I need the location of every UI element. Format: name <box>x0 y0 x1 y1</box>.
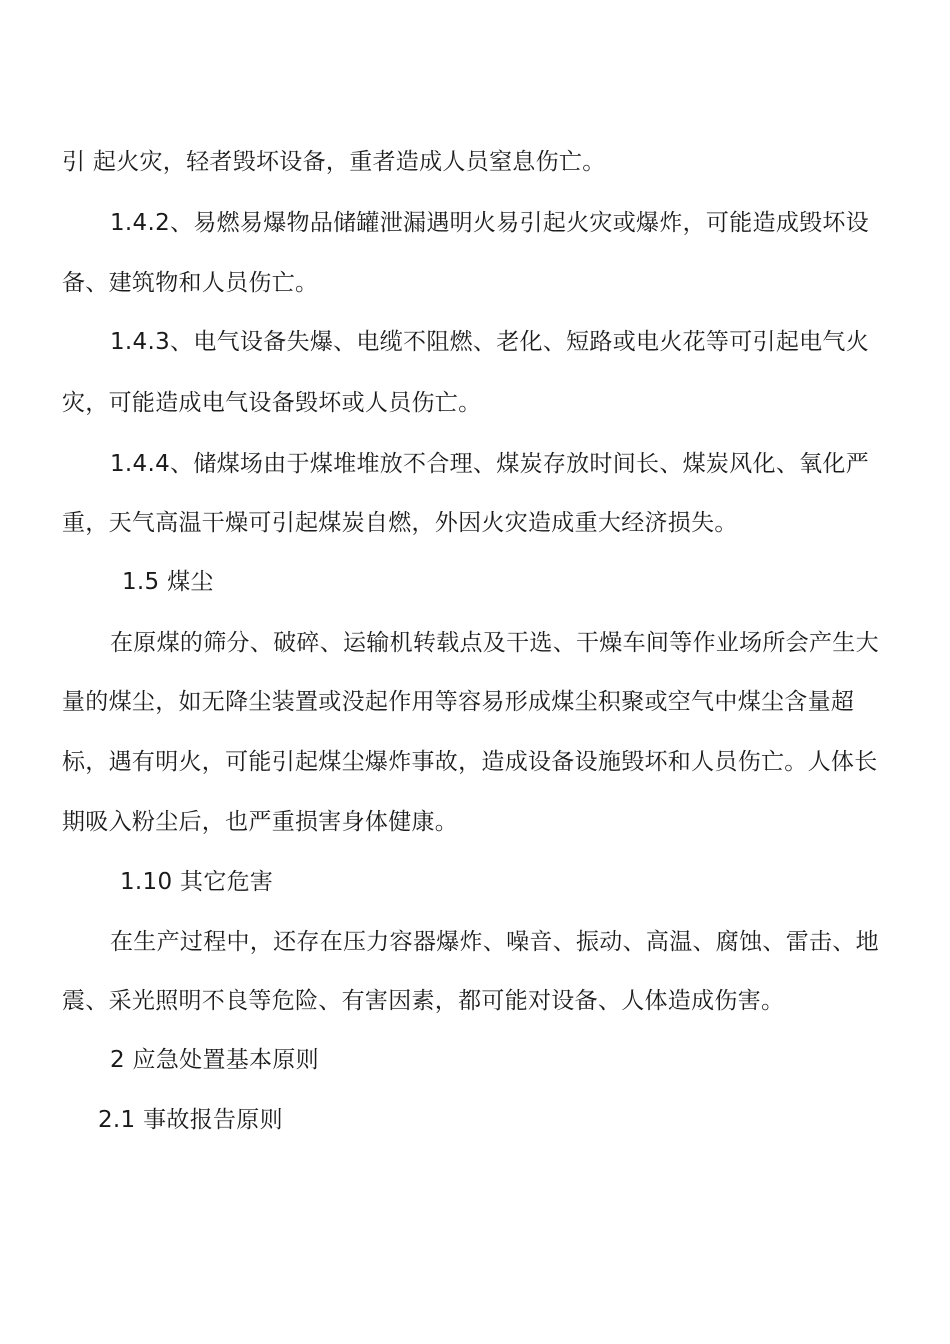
paragraph-first-line: 在原煤的筛分、破碎、运输机转载点及干选、干燥车间等作业场所会产生大 <box>110 630 879 656</box>
section-heading-1-5: 1.5 煤尘 <box>122 569 214 595</box>
section-heading-1-10: 1.10 其它危害 <box>120 869 274 895</box>
body-text-line: 期吸入粉尘后，也严重损害身体健康。 <box>62 809 459 835</box>
paragraph-first-line: 在生产过程中，还存在压力容器爆炸、噪音、振动、高温、腐蚀、雷击、地 <box>110 929 879 955</box>
body-text-line: 量的煤尘，如无降尘装置或没起作用等容易形成煤尘积聚或空气中煤尘含量超 <box>62 689 855 715</box>
body-text-line: 标，遇有明火，可能引起煤尘爆炸事故，造成设备设施毁坏和人员伤亡。人体长 <box>62 749 878 775</box>
section-1-4-4-line: 1.4.4、储煤场由于煤堆堆放不合理、煤炭存放时间长、煤炭风化、氧化严 <box>110 451 870 477</box>
body-text-line: 引 起火灾，轻者毁坏设备，重者造成人员窒息伤亡。 <box>62 149 606 175</box>
body-text-line: 震、采光照明不良等危险、有害因素，都可能对设备、人体造成伤害。 <box>62 988 785 1014</box>
body-text-line: 备、建筑物和人员伤亡。 <box>62 270 319 296</box>
body-text-line: 重，天气高温干燥可引起煤炭自燃，外因火灾造成重大经济损失。 <box>62 510 738 536</box>
section-heading-2: 2 应急处置基本原则 <box>110 1047 319 1073</box>
section-heading-2-1: 2.1 事故报告原则 <box>98 1107 283 1133</box>
section-1-4-3-line: 1.4.3、电气设备失爆、电缆不阻燃、老化、短路或电火花等可引起电气火 <box>110 329 870 355</box>
body-text-line: 灾，可能造成电气设备毁坏或人员伤亡。 <box>62 390 482 416</box>
section-1-4-2-line: 1.4.2、易燃易爆物品储罐泄漏遇明火易引起火灾或爆炸，可能造成毁坏设 <box>110 210 870 236</box>
